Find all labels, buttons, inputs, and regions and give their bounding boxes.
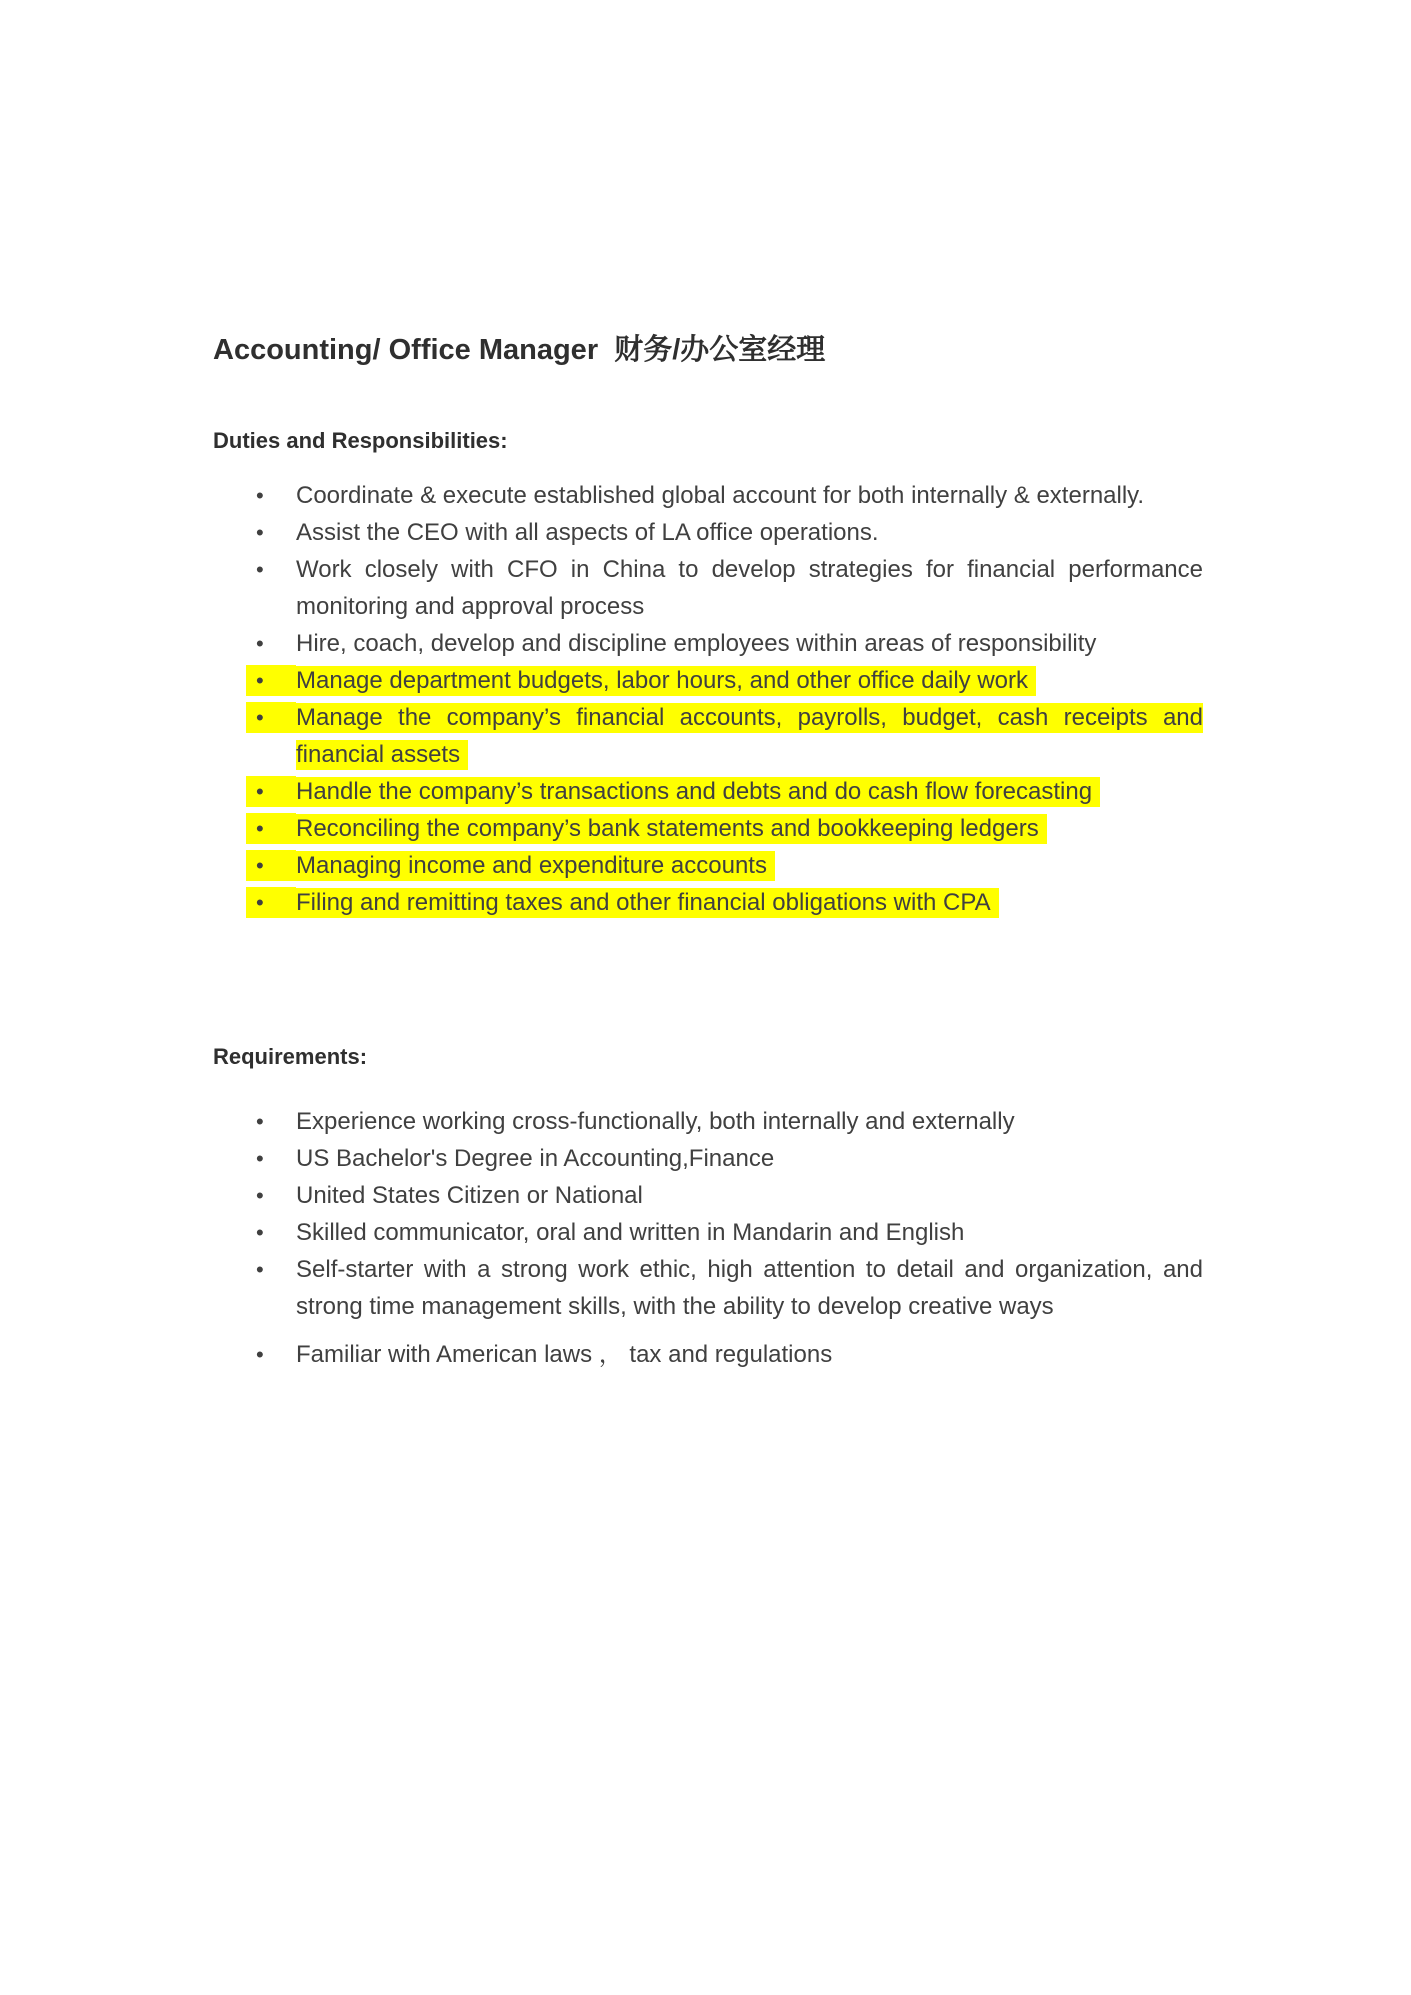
highlighted-item-text: Manage the company’s financial accounts, payrolls, budget, cash receipts and financial assets	[296, 704, 1203, 768]
bullet-icon: •	[256, 631, 264, 656]
bullet-icon: •	[256, 1220, 264, 1245]
list-item	[213, 1251, 1203, 1325]
list-item-highlighted	[213, 773, 1203, 810]
list-item	[213, 1214, 1203, 1251]
list-item	[213, 1177, 1203, 1214]
bullet-icon: •	[246, 850, 296, 881]
highlighted-item-text: Handle the company’s transactions and debts and do cash flow forecasting	[296, 777, 1100, 807]
list-item	[213, 1140, 1203, 1177]
section-heading-duties: Duties and Responsibilities:	[213, 428, 508, 453]
item-text: Hire, coach, develop and discipline employees within areas of responsibility	[296, 630, 1097, 657]
list-item	[213, 514, 1203, 551]
bullet-icon: •	[246, 887, 296, 918]
list-item	[213, 1103, 1203, 1140]
document-content	[213, 330, 1203, 1373]
list-item	[213, 625, 1203, 662]
list-item-highlighted	[213, 699, 1203, 773]
item-text: Assist the CEO with all aspects of LA office operations.	[296, 519, 879, 546]
highlighted-item-text: Reconciling the company’s bank statements and bookkeeping ledgers	[296, 814, 1047, 844]
highlighted-item-text: Manage department budgets, labor hours, and other office daily work	[296, 666, 1036, 696]
item-text: Work closely with CFO in China to develop strategies for financial performance monitoring and approval process	[296, 556, 1203, 620]
highlighted-item-text: Managing income and expenditure accounts	[296, 851, 775, 881]
list-item-highlighted	[213, 810, 1203, 847]
bullet-icon: •	[256, 483, 264, 508]
bullet-icon: •	[246, 702, 296, 733]
bullet-icon: •	[256, 1109, 264, 1134]
bullet-icon: •	[246, 665, 296, 696]
item-text: Experience working cross-functionally, both internally and externally	[296, 1108, 1015, 1135]
bullet-icon: •	[256, 557, 264, 582]
duties-list	[213, 477, 1203, 921]
list-item	[213, 1336, 1203, 1373]
item-text: Familiar with American laws ， tax and regulations	[296, 1341, 833, 1368]
requirements-list	[213, 1103, 1203, 1373]
list-item-highlighted	[213, 847, 1203, 884]
bullet-icon: •	[256, 1146, 264, 1171]
list-item-highlighted	[213, 662, 1203, 699]
highlighted-item-text: Filing and remitting taxes and other financial obligations with CPA	[296, 888, 999, 918]
bullet-icon: •	[256, 1342, 264, 1367]
section-heading-requirements: Requirements:	[213, 1044, 368, 1069]
item-text: US Bachelor's Degree in Accounting,Finance	[296, 1145, 775, 1172]
bullet-icon: •	[246, 776, 296, 807]
item-text: Coordinate & execute established global account for both internally & externally.	[296, 482, 1145, 509]
document-title: Accounting/ Office Manager 财务/办公室经理	[213, 334, 826, 366]
bullet-icon: •	[256, 1183, 264, 1208]
list-item	[213, 477, 1203, 514]
bullet-icon: •	[256, 520, 264, 545]
bullet-icon: •	[246, 813, 296, 844]
list-item	[213, 551, 1203, 625]
item-text: United States Citizen or National	[296, 1182, 643, 1209]
bullet-icon: •	[256, 1257, 264, 1282]
list-item-highlighted	[213, 884, 1203, 921]
item-text: Skilled communicator, oral and written in Mandarin and English	[296, 1219, 965, 1246]
item-text: Self-starter with a strong work ethic, high attention to detail and organization, and strong time management skills, with the ability to develop creative ways	[296, 1256, 1203, 1320]
